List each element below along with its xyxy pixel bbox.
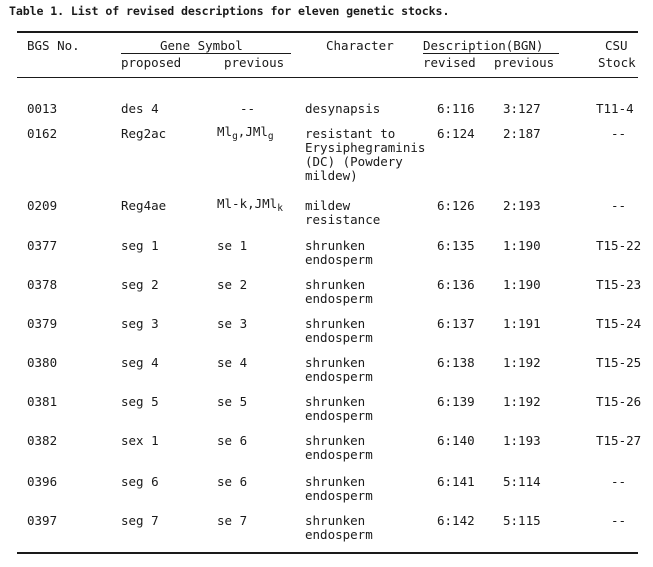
csu-stock: T15-22 (596, 238, 642, 253)
csu-stock: T15-23 (596, 277, 642, 292)
gene-symbol-proposed: des 4 (121, 101, 159, 116)
bgs-number: 0382 (27, 433, 58, 448)
bgs-number: 0396 (27, 474, 58, 489)
gene-symbol-proposed: seg 1 (121, 238, 159, 253)
character-text: shrunken (305, 394, 366, 409)
character-text: mildew (305, 198, 351, 213)
gene-symbol-proposed: seg 3 (121, 316, 159, 331)
gene-symbol-previous (217, 124, 274, 142)
character-text: shrunken (305, 238, 366, 253)
gene-symbol-previous: se 6 (217, 474, 248, 489)
previous-symbol-part: Ml-k,JMl (217, 196, 278, 211)
csu-stock: -- (611, 198, 627, 213)
description-revised: 6:141 (437, 474, 475, 489)
gene-symbol-previous: se 2 (217, 277, 248, 292)
character-text: endosperm (305, 408, 373, 423)
character-text: shrunken (305, 355, 366, 370)
header-bgs-no: BGS No. (27, 38, 80, 53)
bgs-number: 0162 (27, 126, 58, 141)
character-text: shrunken (305, 316, 366, 331)
description-revised: 6:135 (437, 238, 475, 253)
character-text: endosperm (305, 291, 373, 306)
previous-symbol-part: ,JMl (237, 124, 268, 139)
previous-symbol-part: Ml (217, 124, 233, 139)
gene-symbol-previous: -- (240, 101, 256, 116)
bgs-number: 0377 (27, 238, 58, 253)
gene-symbol-previous: se 4 (217, 355, 248, 370)
gene-symbol-previous: se 7 (217, 513, 248, 528)
gene-symbol-proposed: seg 6 (121, 474, 159, 489)
bgs-number: 0378 (27, 277, 58, 292)
description-revised: 6:126 (437, 198, 475, 213)
csu-stock: T15-26 (596, 394, 642, 409)
header-previous: previous (224, 55, 285, 70)
bgs-number: 0397 (27, 513, 58, 528)
description-revised: 6:138 (437, 355, 475, 370)
character-text: endosperm (305, 488, 373, 503)
character-text: shrunken (305, 277, 366, 292)
description-previous: 5:115 (503, 513, 541, 528)
header-character: Character (326, 38, 394, 53)
description-previous: 2:187 (503, 126, 541, 141)
character-text: shrunken (305, 513, 366, 528)
character-text: shrunken (305, 474, 366, 489)
character-text: desynapsis (305, 101, 381, 116)
gene-symbol-previous (217, 196, 283, 214)
bottom-rule (17, 552, 638, 554)
gene-symbol-previous: se 1 (217, 238, 248, 253)
description-revised: 6:140 (437, 433, 475, 448)
gene-symbol-previous: se 5 (217, 394, 248, 409)
header-gene-symbol: Gene Symbol (160, 38, 243, 53)
header-proposed: proposed (121, 55, 182, 70)
description-revised: 6:124 (437, 126, 475, 141)
gene-symbol-previous: se 3 (217, 316, 248, 331)
character-text: Erysiphegraminis (305, 140, 426, 155)
description-previous: 1:193 (503, 433, 541, 448)
gene-symbol-proposed: Reg4ae (121, 198, 167, 213)
header-csu: CSU (605, 38, 628, 53)
description-underline (423, 53, 559, 54)
description-previous: 1:191 (503, 316, 541, 331)
gene-symbol-proposed: Reg2ac (121, 126, 167, 141)
character-text: endosperm (305, 527, 373, 542)
gene-symbol-proposed: seg 4 (121, 355, 159, 370)
character-text: endosperm (305, 252, 373, 267)
bgs-number: 0209 (27, 198, 58, 213)
header-description: Description(BGN) (423, 38, 544, 53)
character-text: mildew) (305, 168, 358, 183)
previous-symbol-subscript: g (267, 131, 274, 142)
description-revised: 6:136 (437, 277, 475, 292)
top-rule (17, 31, 638, 33)
character-text: resistance (305, 212, 381, 227)
description-previous: 2:193 (503, 198, 541, 213)
csu-stock: T15-24 (596, 316, 642, 331)
description-previous: 5:114 (503, 474, 541, 489)
character-text: (DC) (Powdery (305, 154, 403, 169)
header-revised: revised (423, 55, 476, 70)
table-title: Table 1. List of revised descriptions for eleven genetic stocks. (9, 4, 450, 18)
csu-stock: T11-4 (596, 101, 634, 116)
header-rule (17, 77, 638, 78)
bgs-number: 0381 (27, 394, 58, 409)
bgs-number: 0379 (27, 316, 58, 331)
character-text: resistant to (305, 126, 396, 141)
description-revised: 6:137 (437, 316, 475, 331)
csu-stock: T15-25 (596, 355, 642, 370)
gene-symbol-proposed: seg 5 (121, 394, 159, 409)
description-revised: 6:139 (437, 394, 475, 409)
previous-symbol-subscript: g (232, 131, 238, 142)
gene-symbol-proposed: sex 1 (121, 433, 159, 448)
previous-symbol-subscript: k (277, 203, 283, 214)
gene-symbol-underline (121, 53, 291, 54)
description-previous: 3:127 (503, 101, 541, 116)
character-text: endosperm (305, 447, 373, 462)
bgs-number: 0013 (27, 101, 58, 116)
description-revised: 6:142 (437, 513, 475, 528)
header-stock: Stock (598, 55, 636, 70)
character-text: endosperm (305, 330, 373, 345)
description-previous: 1:190 (503, 238, 541, 253)
description-revised: 6:116 (437, 101, 475, 116)
gene-symbol-proposed: seg 7 (121, 513, 159, 528)
csu-stock: T15-27 (596, 433, 642, 448)
description-previous: 1:192 (503, 394, 541, 409)
bgs-number: 0380 (27, 355, 58, 370)
csu-stock: -- (611, 513, 627, 528)
csu-stock: -- (611, 474, 627, 489)
gene-symbol-previous: se 6 (217, 433, 248, 448)
character-text: endosperm (305, 369, 373, 384)
header-desc-previous: previous (494, 55, 555, 70)
description-previous: 1:192 (503, 355, 541, 370)
gene-symbol-proposed: seg 2 (121, 277, 159, 292)
character-text: shrunken (305, 433, 366, 448)
description-previous: 1:190 (503, 277, 541, 292)
csu-stock: -- (611, 126, 627, 141)
